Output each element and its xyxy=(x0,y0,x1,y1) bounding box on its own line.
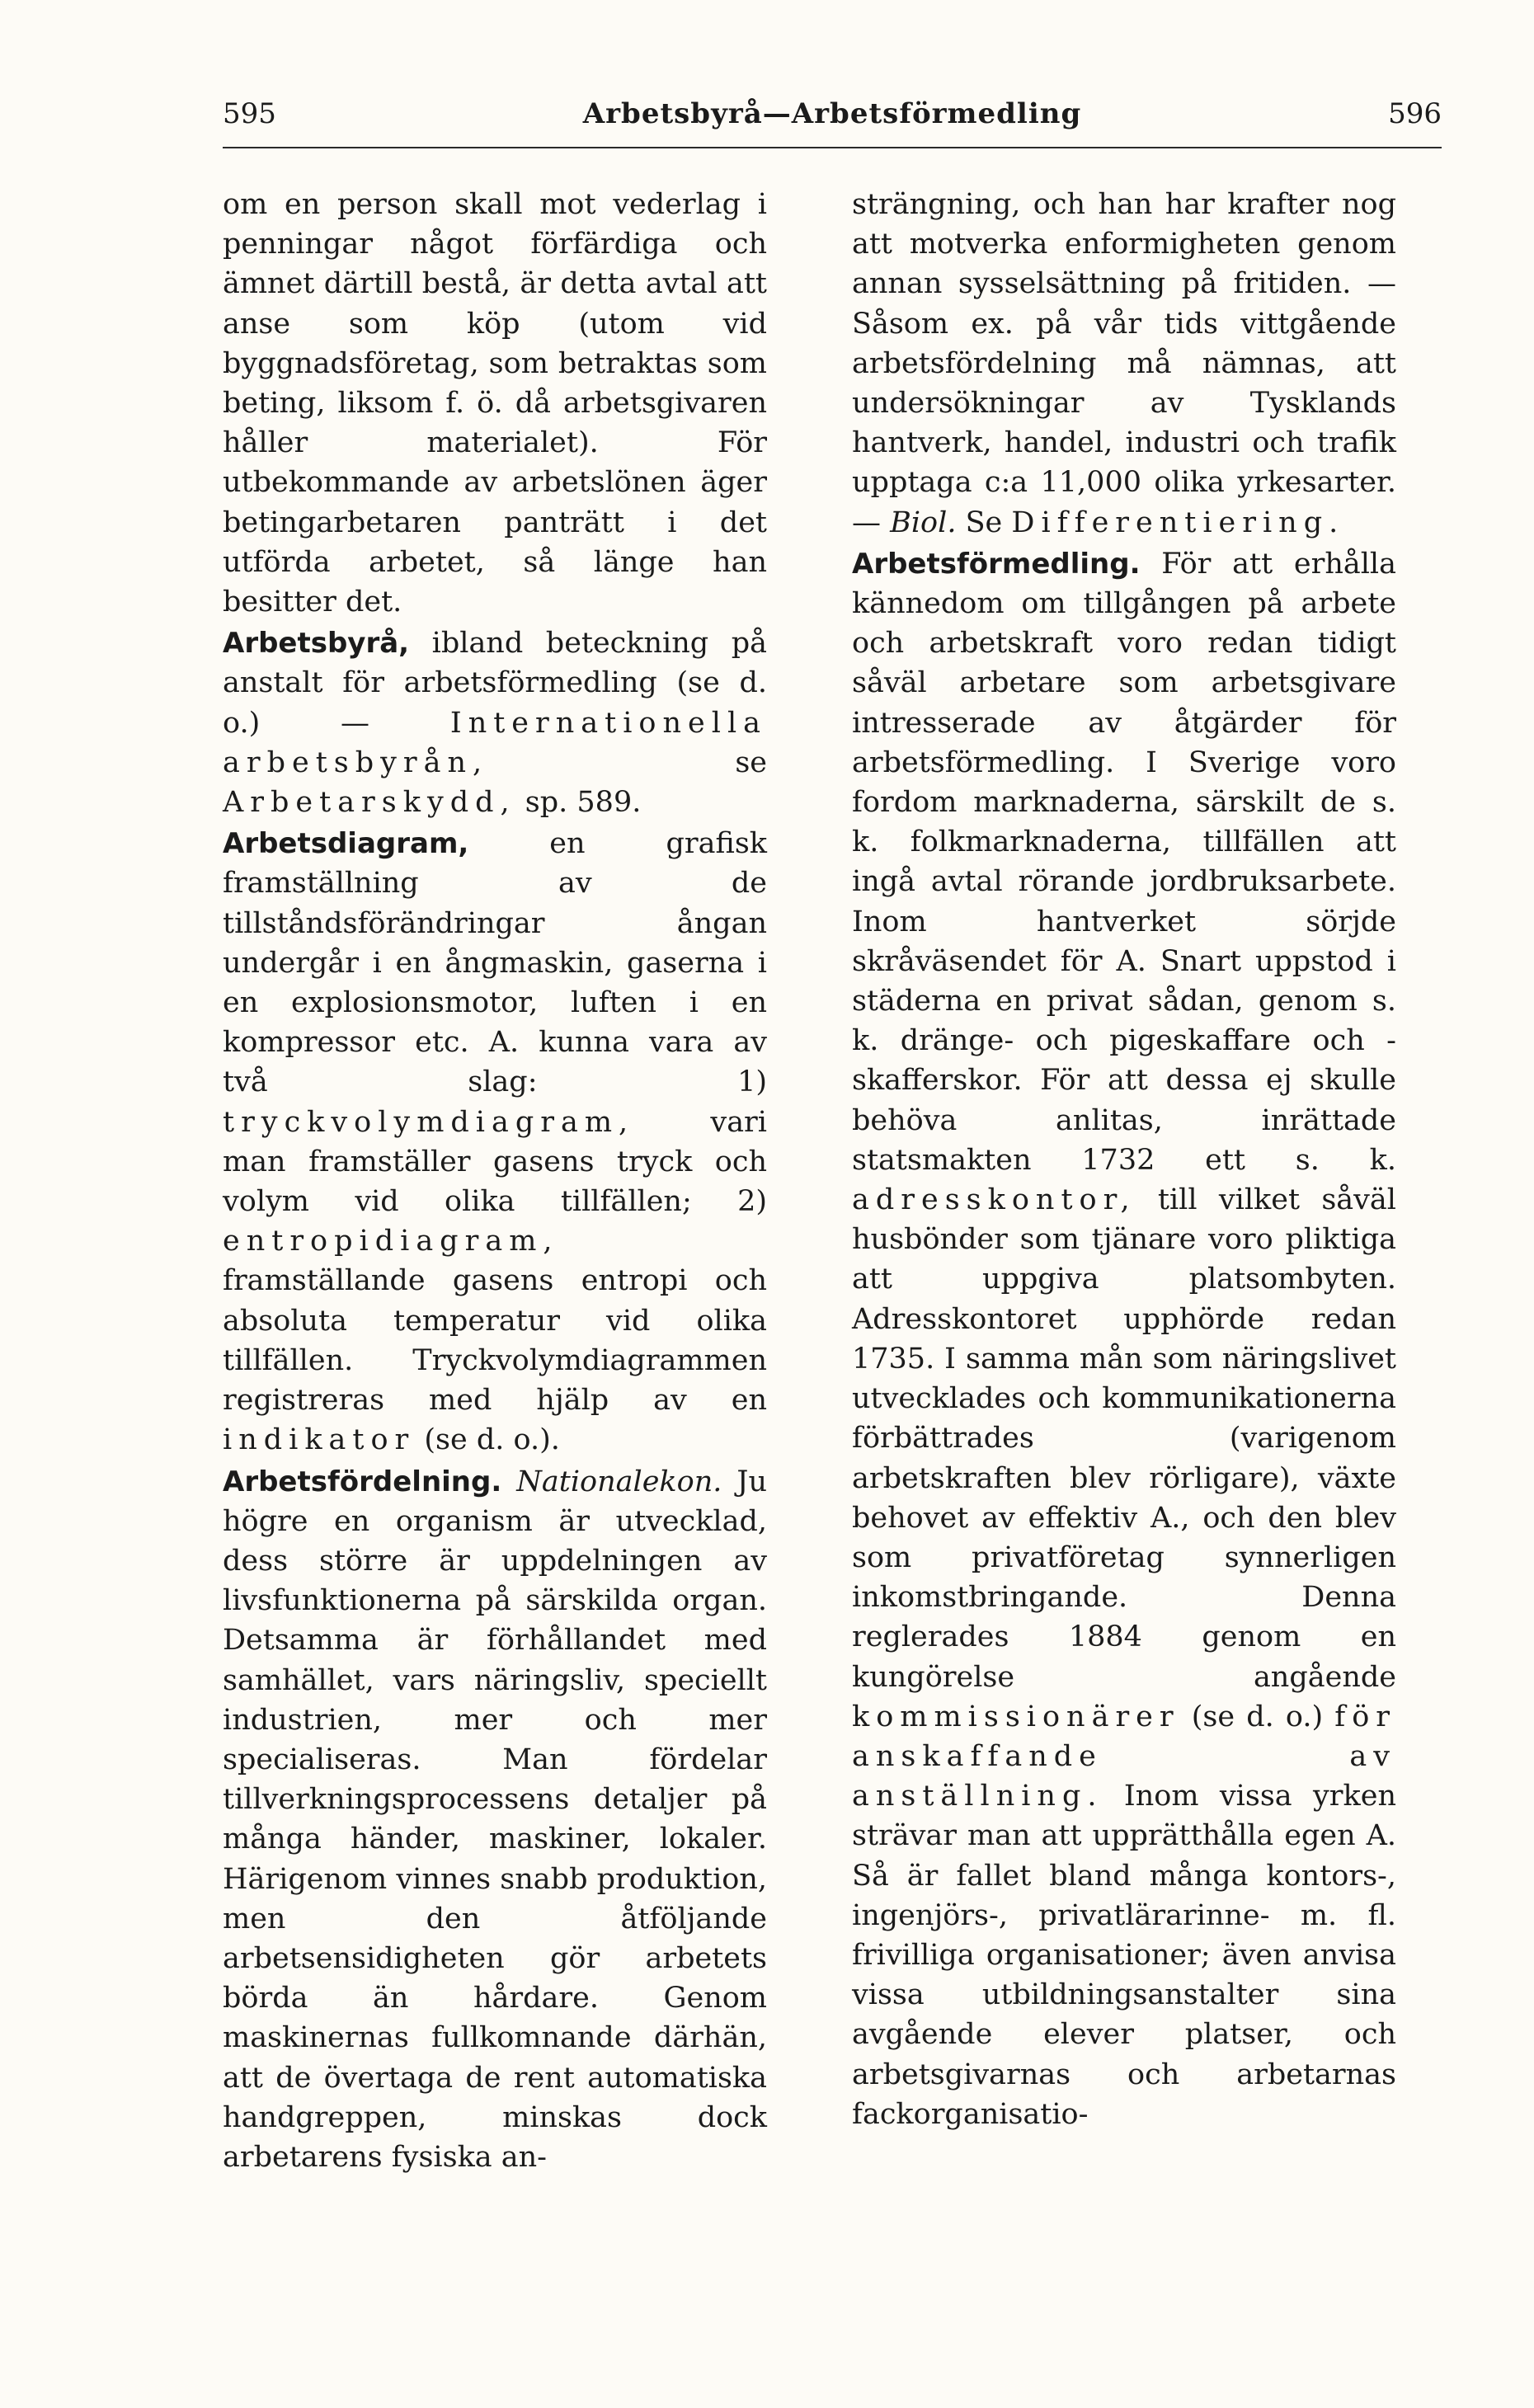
running-title: Arbetsbyrå—Arbetsförmedling xyxy=(582,97,1082,130)
entry-keyword: Arbetsfördelning. xyxy=(223,1465,502,1498)
entry-keyword: Arbetsförmedling. xyxy=(852,547,1141,581)
entry-arbetsbyra: Arbetsbyrå, ibland beteckning på anstalt för arbetsförmedling (se d. o.) — Internationella arbetsbyrån, se Arbetarskydd, sp. 589. xyxy=(223,627,767,820)
header-rule xyxy=(223,147,1442,148)
left-column xyxy=(223,185,767,2345)
page-header xyxy=(223,97,1442,147)
entry-continuation: om en person skall mot vederlag i penningar något förfärdiga och ämnet därtill bestå, är detta avtal att anse som köp (utom vid byggnadsföretag, som betraktas som beting, liksom f. ö. då arbetsgivaren håller materialet). För utbekommande av arbetslönen äger betingarbetaren panträtt i det utförda arbetet, så länge han besitter det. xyxy=(223,188,767,619)
page-number-left: 595 xyxy=(223,97,276,130)
entry-keyword: Arbetsbyrå, xyxy=(223,627,410,661)
entry-arbetsformedling: Arbetsförmedling. För att erhålla kännedom om tillgången på arbete och arbetskraft voro redan tidigt såväl arbetare som arbetsgivare intresserade av åtgärder för arbetsförmedling. I Sverige voro fordom marknaderna, särskilt de s. k. folkmarknaderna, tillfällen att ingå avtal rörande jordbruksarbete. Inom hantverket sörjde skråväsendet för A. Snart uppstod i städerna en privat sådan, genom s. k. dränge- och pigeskaffare och -skafferskor. För att dessa ej skulle behöva anlitas, inrättade statsmakten 1732 ett s. k. adresskontor, till vilket såväl husbönder som tjänare voro pliktiga att uppgiva platsombyten. Adresskontoret upphörde redan 1735. I samma mån som näringslivet utvecklades och kommunikationerna förbättrades (varigenom arbetskraften blev rörligare), växte behovet av effektiv A., och den blev som privatföretag synnerligen inkomstbringande. Denna reglerades 1884 genom en kungörelse angående kommissionärer (se d. o.) för anskaffande av anställning. Inom vissa yrken strävar man att upprätthålla egen A. Så är fallet bland många kontors-, ingenjörs-, privatlärarinne- m. fl. frivilliga organisationer; även anvisa vissa utbildningsanstalter sina avgående elever platser, och arbetsgivarnas och arbetarnas fackorganisatio- xyxy=(852,547,1396,2131)
page-number-right: 596 xyxy=(1388,97,1442,130)
entry-arbetsfordelning: Arbetsfördelning. Nationalekon. Ju högre en organism är utvecklad, dess större är uppdelningen av livsfunktionerna på särskilda organ. Detsamma är förhållandet med samhället, vars näringsliv, speciellt industrien, mer och mer specialiseras. Man fördelar tillverkningsprocessens detaljer på många händer, maskiner, lokaler. Härigenom vinnes snabb produktion, men den åtföljande arbetsensidigheten gör arbetets börda än hårdare. Genom maskinernas fullkomnande därhän, att de övertaga de rent automatiska handgreppen, minskas dock arbetarens fysiska an- xyxy=(223,1465,767,2174)
entry-keyword: Arbetsdiagram, xyxy=(223,827,469,861)
entry-continuation: strängning, och han har krafter nog att motverka enformigheten genom annan sysselsättning på fritiden. — Såsom ex. på vår tids vittgående arbetsfördelning må nämnas, att undersökningar av Tysklands hantverk, handel, industri och trafik upptaga c:a 11,000 olika yrkesarter. — Biol. Se Differentiering. xyxy=(852,188,1396,539)
right-column xyxy=(852,185,1396,2345)
entry-arbetsdiagram: Arbetsdiagram, en grafisk framställning av de tillståndsförändringar ångan undergår i en ångmaskin, gaserna i en explosionsmotor, luften i en kompressor etc. A. kunna vara av två slag: 1) tryckvolymdiagram, vari man framställer gasens tryck och volym vid olika tillfällen; 2) entropidiagram, framställande gasens entropi och absoluta temperatur vid olika tillfällen. Tryckvolymdiagrammen registreras med hjälp av en indikator (se d. o.). xyxy=(223,827,767,1457)
